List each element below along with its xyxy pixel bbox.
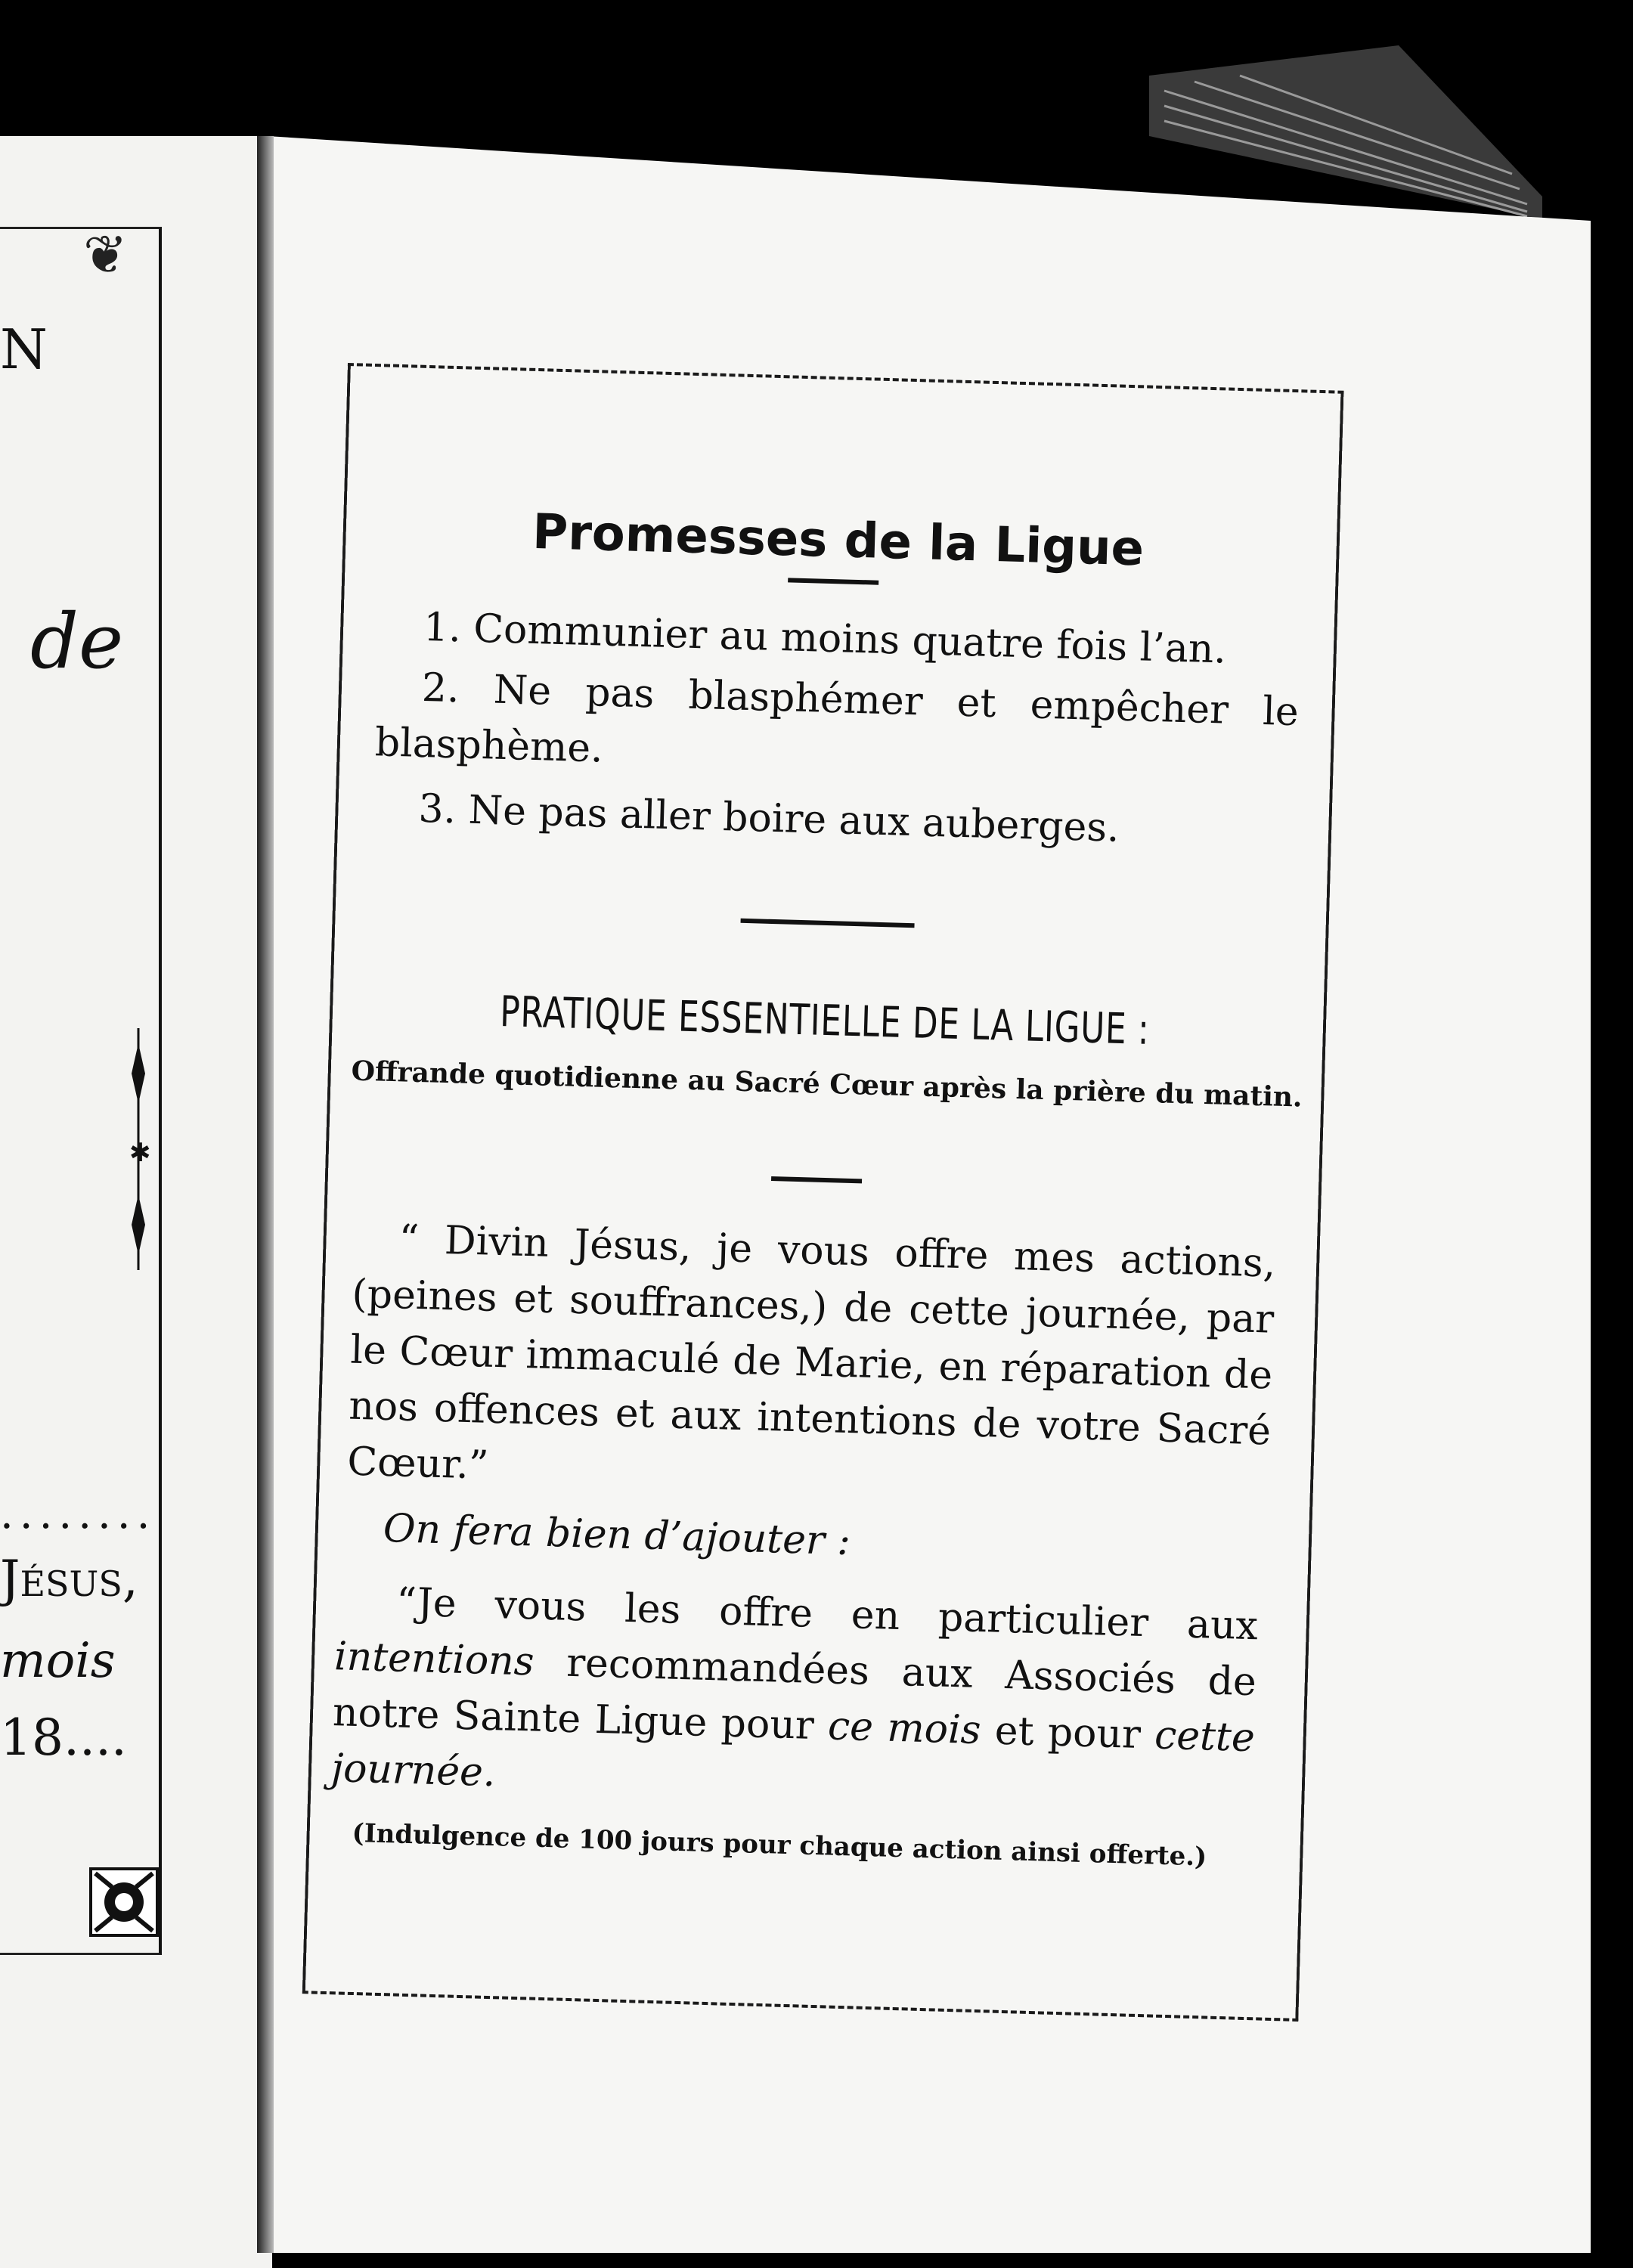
book-page-edges xyxy=(1149,45,1542,219)
offer-part-1: “Je vous les offre en particulier aux xyxy=(395,1579,1259,1650)
fleuron-ornament-icon: ❦ xyxy=(83,224,128,286)
vertical-divider-ornament-icon xyxy=(129,1028,151,1270)
left-page-letter: N xyxy=(0,318,48,381)
left-page-year: 18.... xyxy=(0,1709,127,1767)
offer-emphasis-intentions: intentions xyxy=(333,1634,535,1685)
left-page-de: de xyxy=(30,597,124,686)
left-page-dots: ........ xyxy=(0,1489,156,1538)
promise-2: 2. Ne pas blasphémer et empêcher le blasphème. xyxy=(374,665,1300,772)
offer-part-3: et pour xyxy=(980,1708,1156,1758)
offrande-text: Offrande quotidienne au Sacré Cœur après la prière du matin. xyxy=(351,1055,1303,1114)
prayer-text: “ Divin Jésus, je vous offre mes actions, (peines et souffrances,) de cette journée, par le Cœur immaculé de Marie, en réparation de nos offences et aux intentions de votre Sacré Cœur.” xyxy=(346,1216,1277,1489)
page-title: Promesses de la Ligue xyxy=(531,503,1145,578)
offer-emphasis-cette-journee: cette journée. xyxy=(330,1712,1256,1796)
offer-text xyxy=(330,1572,1259,1822)
offer-emphasis-ce-mois: ce mois xyxy=(827,1703,982,1754)
promises-panel xyxy=(302,363,1361,2024)
left-page-mois: mois xyxy=(0,1633,116,1689)
svg-text:✱: ✱ xyxy=(129,1138,151,1168)
add-label: On fera bien d’ajouter : xyxy=(383,1505,851,1565)
pratique-heading: PRATIQUE ESSENTIELLE DE LA LIGUE : xyxy=(499,987,1151,1055)
promise-1: 1. Communier au moins quatre fois l’an. xyxy=(423,604,1227,673)
page-gutter xyxy=(257,136,274,2253)
offer-part-2: recommandées aux Associés de notre Sainte Ligue pour xyxy=(332,1639,1257,1749)
promise-3: 3. Ne pas aller boire aux auberges. xyxy=(417,785,1120,851)
corner-ornament-icon xyxy=(89,1867,159,1937)
left-page-jesus: Jésus, xyxy=(0,1550,138,1608)
indulgence-note: (Indulgence de 100 jours pour chaque action ainsi offerte.) xyxy=(352,1817,1207,1873)
